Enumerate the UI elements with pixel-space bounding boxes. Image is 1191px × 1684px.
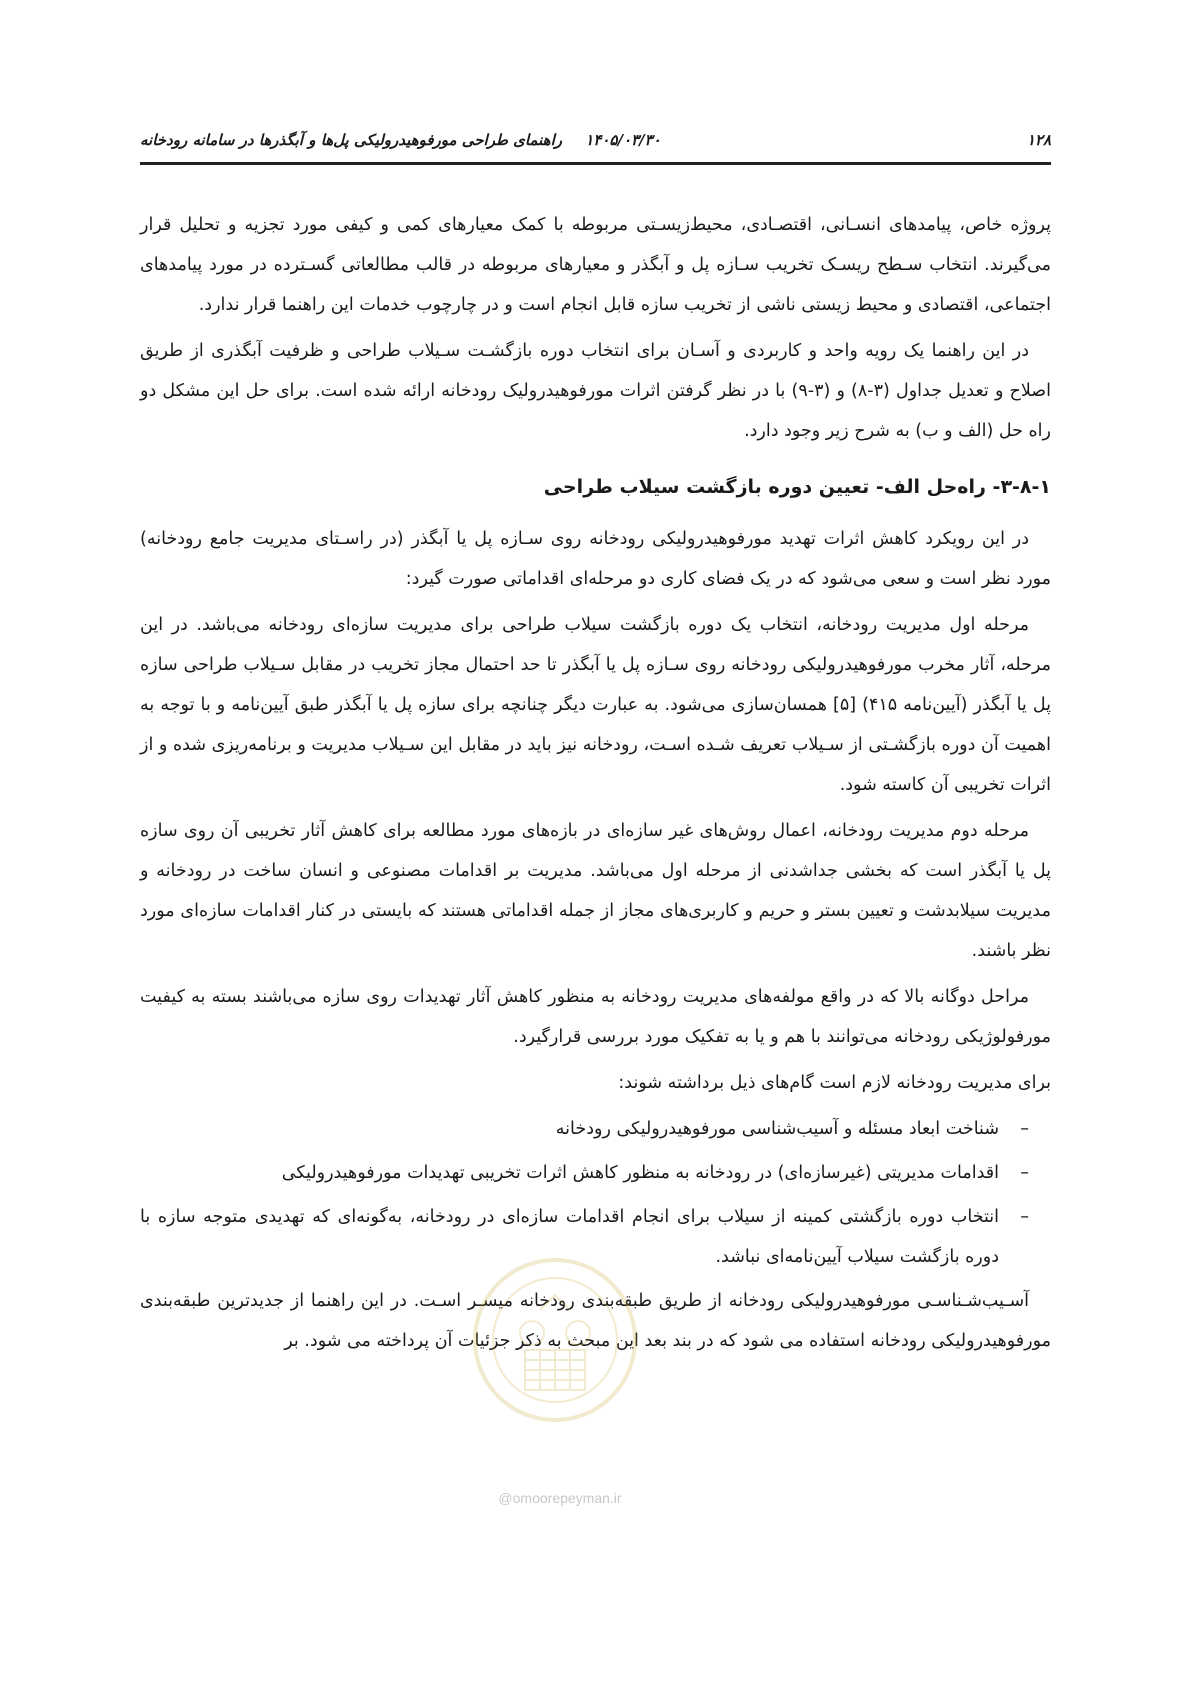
dash-bullet: – [1020,1207,1029,1227]
list-item-text: اقدامات مدیریتی (غیرسازه‌ای) در رودخانه به منظور کاهش اثرات تخریبی تهدیدات مورفوهیدرولیکی [281,1163,999,1183]
dash-bullet: – [1020,1119,1029,1139]
list-item-text: شناخت ابعاد مسئله و آسیب‌شناسی مورفوهیدرولیکی رودخانه [555,1119,999,1139]
paragraph: آسـیب‌شـناسـی مورفوهیدرولیکی رودخانه از طریق طبقه‌بندی رودخانه میسـر اسـت. در این راهنما از جدیدترین طبقه‌بندی مورفوهیدرولیکی رودخانه استفاده می شود که در بند بعد این مبحث به ذکر جزئیات آن پرداخته می شود. بر [140,1291,1051,1351]
header-date: ۱۴۰۵/۰۳/۳۰ [585,131,661,149]
watermark-seal-icon [470,1255,640,1425]
section-heading: ۳-۸-۱- راه‌حل الف- تعیین دوره بازگشت سیلاب طراحی [543,476,1051,498]
header-rule [140,162,1051,165]
paragraph: مرحله اول مدیریت رودخانه، انتخاب یک دوره بازگشت سیلاب طراحی برای مدیریت سازه‌ای رودخانه می‌باشد. در این مرحله، آثار مخرب مورفوهیدرولیکی رودخانه روی سـازه پل یا آبگذر تا حد احتمال مجاز تخریب در مقابل سـیلاب طراحی سازه پل یا آبگذر (آیین‌نامه ۴۱۵) [۵] همسان‌سازی می‌شود. به عبارت دیگر چنانچه برای سازه پل یا آبگذر طبق آیین‌نامه و با توجه به اهمیت آن دوره بازگشـتی از سـیلاب تعریف شـده اسـت، رودخانه نیز باید در مقابل این سـیلاب مدیریت و برنامه‌ریزی شده و از اثرات تخریبی آن کاسته شود. [140,615,1052,795]
body-text [140,205,1051,1367]
paragraph: مرحله دوم مدیریت رودخانه، اعمال روش‌های غیر سازه‌ای در بازه‌های مورد مطالعه برای کاهش آثار تخریبی آن روی سازه پل یا آبگذر است که بخشی جداشدنی از مرحله اول می‌باشد. مدیریت بر اقدامات مصنوعی و انسان ساخت در رودخانه و مدیریت سیلابدشت و تعیین بستر و حریم و کاربری‌های مجاز از جمله اقداماتی هستند که بایستی در کنار اقدامات سازه‌ای مورد نظر باشند. [140,821,1051,961]
paragraph: در این راهنما یک رویه واحد و کاربردی و آسـان برای انتخاب دوره بازگشـت سـیلاب طراحی و ظرفیت آبگذری از طریق اصلاح و تعدیل جداول (۳-۸) و (۳-۹) با در نظر گرفتن اثرات مورفوهیدرولیک رودخانه ارائه شده است. برای حل این مشکل دو راه حل (الف و ب) به شرح زیر وجود دارد. [140,341,1052,441]
header-title: راهنمای طراحی مورفوهیدرولیکی پل‌ها و آبگذرها در سامانه رودخانه [140,131,562,149]
running-title [140,131,661,149]
paragraph: مراحل دوگانه بالا که در واقع مولفه‌های مدیریت رودخانه به منظور کاهش آثار تهدیدات روی سازه می‌باشند بسته به کیفیت مورفولوژیکی رودخانه می‌توانند با هم و یا به تفکیک مورد بررسی قرارگیرد. [140,987,1051,1047]
paragraph: پروژه خاص، پیامدهای انسـانی، اقتصـادی، محیط‌زیسـتی مربوطه با کمک معیارهای کمی و کیفی مورد تجزیه و تحلیل قرار می‌گیرند. انتخاب سـطح ریسـک تخریب سـازه پل و آبگذر و معیارهای مربوطه در قالب مطالعاتی گسـترده در مورد پیامدهای اجتماعی، اقتصادی و محیط زیستی ناشی از تخریب سازه قابل انجام است و در چارچوب خدمات این راهنما قرار ندارد. [140,215,1051,315]
list-item-text: انتخاب دوره بازگشتی کمینه از سیلاب برای انجام اقدامات سازه‌ای در رودخانه، به‌گونه‌ای که تهدیدی متوجه سازه با دوره بازگشت سیلاب آیین‌نامه‌ای نباشد. [140,1207,999,1267]
dash-bullet: – [1020,1163,1029,1183]
paragraph: برای مدیریت رودخانه لازم است گام‌های ذیل برداشته شوند: [618,1073,1051,1093]
list-item [140,1109,1029,1149]
page-header [140,125,1051,157]
watermark-site: @omoorepeyman.ir [498,1490,622,1506]
list-item [140,1153,1029,1193]
page-number: ۱۲۸ [1026,131,1051,149]
bullet-list [140,1109,1051,1277]
paragraph: در این رویکرد کاهش اثرات تهدید مورفوهیدرولیکی رودخانه روی سـازه پل یا آبگذر (در راسـتای مدیریت جامع رودخانه) مورد نظر است و سعی می‌شود که در یک فضای کاری دو مرحله‌ای اقداماتی صورت گیرد: [140,529,1051,589]
